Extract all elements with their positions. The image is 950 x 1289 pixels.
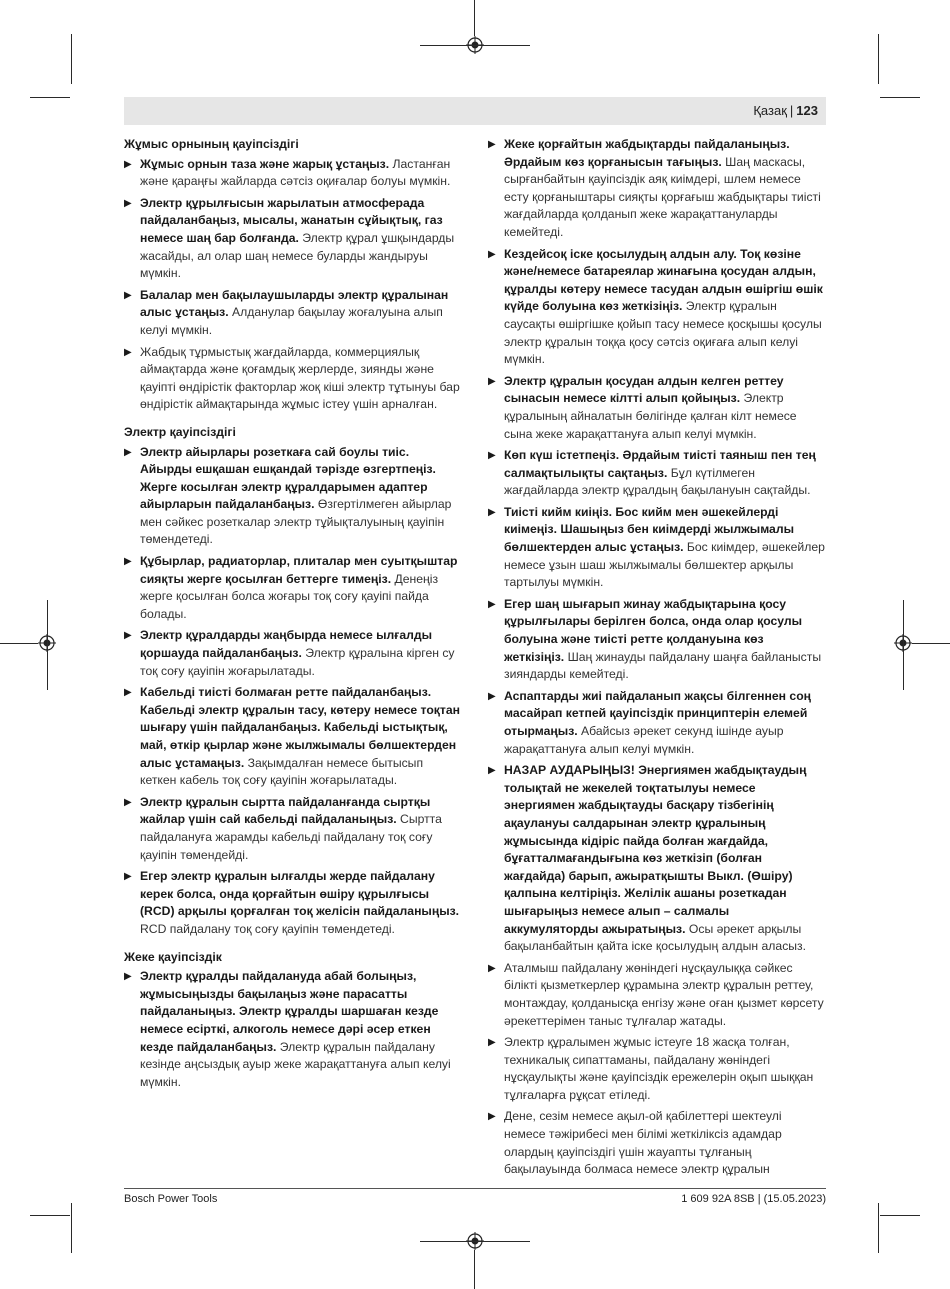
bullet-arrow-icon: ▶ [124,197,132,209]
bullet-arrow-icon: ▶ [488,450,496,462]
list-item [124,794,462,864]
section-title: Жұмыс орнының қауіпсіздігі [124,137,299,151]
list-item [124,553,462,623]
footer-publisher: Bosch Power Tools [124,1193,218,1205]
item-bold-text: Егер шаң шығарып жинау жабдықтарына қосу құрылғылары берілген болса, онда олар қосулы болуына және тиісті ретте қолдануына көз жеткізіңіз. [504,596,803,664]
item-text: Осы әрекет арқылы бақыланбайтын қайта іске қосылудың алдын аласыз. [504,921,807,954]
item-bold-text: Кабельді тиісті болмаған ретте пайдаланбаңыз. Кабельді электр құралын тасу, көтеру немесе тоқтан шығару үшін пайдаланбаңыз. Кабельді ыстықтық, май, өткір қырлар және жылжымалы бөлшектерден алыс ұстамаңыз. [140,685,461,770]
item-text: Электр құралымен жұмыс істеуге 18 жасқа толған, техникалық сипаттаманы, пайдалану жөніндегі нұсқаулықты және қауіпсіздік ережелерін оқып шыққан тұлғаларға рұқсат етіледі. [504,1035,814,1102]
list-item [124,444,462,550]
crop-mark-bottom-left-h [30,1215,70,1216]
item-bold-text: Жұмыс орнын таза және жарық ұстаңыз. [140,156,390,171]
item-bold-text: Тиісті кийм киіңіз. Бос кийм мен әшекейлерді киімеңіз. Шашыңыз бен киімдерді жылжымалы бөлшектерден алыс ұстаңыз. [504,504,794,555]
item-bold-text: НАЗАР АУДАРЫҢЫЗ! Энергиямен жабдықтаудың толықтай не жекелей тоқтатылуы немесе энергиямен жабдықтауды басқару тізбегінің ақаулануы салдарынан электр құралының жұмысында кідіріс пайда болған жағдайда, бұғатталмағандығына көз жеткізіп (болған жағдайда) барып, ажыратқышты Выкл. (Өшіру) қалпына келтіріңіз. Желілік ашаны розеткадан шығарыңыз немесе алып – салмалы аккумуляторды ажыратыңыз. [504,763,807,936]
crop-mark-bottom-left-v [71,1203,72,1253]
list-item [124,968,462,1091]
bullet-arrow-icon: ▶ [124,796,132,808]
item-bold-text: Кездейсоқ іске қосылудың алдын алу. Тоқ көзіне және/немесе батареялар жинағына қосудан алдын, құралды көтеру немесе тасудан алдын өшіргіш өшік күйде болуына көз жеткізіңіз. [504,246,823,314]
item-bold-text: Электр құралды пайдалануда абай болыңыз, жұмысыңызды бақылаңыз және парасатты пайдаланыңыз. Электр құралды шаршаған кезде немесе есірткі, алкоголь немесе дәрі әсер еткен кезде пайдаланбаңыз. [140,969,439,1054]
item-text: Бұл күтілмеген жағдайларда электр құралдың бақылануын сақтайды. [504,465,811,498]
item-text: Дене, сезім немесе ақыл-ой қабілеттері шектеулі немесе тәжірибесі мен білімі жеткіліксіз адамдар олардың қауіпсіздігі үшін жауапты тұлғаның бақылауында болмаса немесе электр құралын [504,1109,782,1177]
header-language: Қазақ [753,103,787,118]
list-item [488,136,826,242]
item-text: RCD пайдалану тоқ соғу қауіпін төмендетеді. [140,921,395,936]
reg-line-right-h [912,643,950,644]
bullet-arrow-icon: ▶ [124,971,132,983]
reg-line-top-v [474,0,475,36]
list-item [488,1108,826,1178]
item-text: Электр құралын пайдалану кезінде аңсыздық ауыр жеке жарақаттануға алып келуі мүмкін. [140,1039,451,1089]
item-text: Зақымдалған немесе бытысып кеткен кабель тоқ соғу қауіпін жоғарылатады. [140,755,424,788]
reg-line-right-v [903,600,904,690]
crop-mark-bottom-right-h [880,1215,920,1216]
list-item [488,504,826,592]
bullet-arrow-icon: ▶ [124,871,132,883]
list-item [488,373,826,443]
page-header [124,97,826,125]
crop-mark-bottom-right-v [878,1203,879,1253]
reg-line-top-h [420,45,530,46]
item-text: Электр құралына кірген су тоқ соғу қауіпін жоғарылатады. [140,646,455,678]
list-item [124,195,462,283]
item-bold-text: Электр құралдарды жаңбырда немесе ылғалды қоршауда пайдаланбаңыз. [140,628,433,661]
item-text: Жабдық тұрмыстық жағдайларда, коммерциялық аймақтарда және қоғамдық жерлерде, зиянды және қауіпті өндірістік факторлар жоқ кіші электр тұтынуы бар өндірістік аймақтарында жұмыс істеу үшін арналған. [140,344,460,412]
item-bold-text: Электр айырлары розеткаға сай боулы тиіс. Айырды ешқашан ешқандай тәрізде өзгертпеңіз. Жерге косылған электр құралдарымен адаптер айырларын пайдаланбаңыз. [140,444,436,512]
reg-line-bottom-v [474,1250,475,1289]
crop-mark-top-left-h [30,97,70,98]
item-bold-text: Балалар мен бақылаушыларды электр құралынан алыс ұстаңыз. [140,287,449,320]
list-item [124,344,462,414]
item-text: Шаң маскасы, сырғанбайтын қауіпсіздік аяқ киімдері, шлем немесе есту қорғаныштары сияқты қорғағыш жабдықтары тиісті жағдайларда қолданып жеке жарақаттануларды кемейтеді. [504,154,821,239]
list-item [488,960,826,1030]
reg-line-bottom-h [420,1241,530,1242]
page-number: 123 [796,103,818,118]
bullet-arrow-icon: ▶ [124,346,132,358]
left-column [124,136,462,1095]
section-title: Жеке қауіпсіздік [124,949,222,964]
reg-line-left-h [0,643,38,644]
bullet-arrow-icon: ▶ [124,158,132,170]
crop-mark-top-right-h [880,97,920,98]
bullet-arrow-icon: ▶ [488,962,496,974]
item-text: Электр құрал ұшқындарды жасайды, ал олар шаң немесе буларды жандыруы мүмкін. [140,230,455,281]
item-bold-text: Көп күш істетпеңіз. Әрдайым тиісті таяныш пен тең салмақтылықты сақтаңыз. [504,448,816,480]
item-text: Денеңіз жерге қосылған болса жоғары тоқ соғу қауіпі пайда болады. [140,571,439,621]
list-item [488,762,826,956]
bullet-arrow-icon: ▶ [124,289,132,301]
bullet-arrow-icon: ▶ [488,1037,496,1049]
reg-line-left-v [47,600,48,690]
item-text: Бос киімдер, әшекейлер немесе ұзын шаш жылжымалы бөлшектер арқылы тартылуы мүмкін. [504,540,825,590]
item-text: Ластанған және қараңғы жайларда сәтсіз оқиғалар болуы мүмкін. [140,156,451,189]
bullet-arrow-icon: ▶ [488,765,496,777]
item-text: Шаң жинауды пайдалану шаңға байланысты зияндарды кемейтеді. [504,649,822,682]
item-bold-text: Аспаптарды жиі пайдаланып жақсы білгеннен соң масайрап кетпей қауіпсіздік принциптерін елемей отырмаңыз. [504,688,812,738]
item-bold-text: Электр құралын сыртта пайдаланғанда сыртқы жайлар үшін сай кабельді пайдаланыңыз. [140,794,431,827]
header-separator: | [789,103,794,118]
bullet-arrow-icon: ▶ [488,506,496,518]
list-item [488,1034,826,1104]
list-item [124,627,462,680]
bullet-arrow-icon: ▶ [124,556,132,568]
list-item [124,287,462,340]
bullet-arrow-icon: ▶ [488,248,496,260]
item-bold-text: Құбырлар, радиаторлар, плиталар мен суытқыштар сияқты жерге қосылған беттерге тимеңіз. [140,554,458,586]
list-item [488,447,826,500]
item-text: Абайсыз әрекет секунд ішінде ауыр жарақаттануға алып келуі мүмкін. [504,724,784,756]
crop-mark-top-right-v [878,34,879,84]
item-bold-text: Электр құралын қосудан алдын келген реттеу сынасын немесе кілтті алып қойыңыз. [504,373,784,406]
list-item [124,156,462,191]
item-text: Электр құралының айналатын бөлігінде қалған кілт немесе сына жеке жарақаттануға алып келуі мүмкін. [504,391,797,441]
item-text: Аталмыш пайдалану жөніндегі нұсқаулыққа сәйкес білікті қызметкерлер құрамына электр құралын реттеу, монтаждау, қолданысқа енгізу және оған қызмет көрсету әрекеттерімен таныс тұлғалар жатады. [504,960,824,1028]
bullet-arrow-icon: ▶ [488,598,496,610]
crop-mark-top-left-v [71,34,72,84]
bullet-arrow-icon: ▶ [488,1111,496,1123]
right-column [488,136,826,1183]
item-text: Электр құралын саусақты өшіргішке қойып тасу немесе қосқышы қосулы электр құралын тоққа қосу сәтсіз оқиғаға алып келуі мүмкін. [504,299,822,367]
footer-rule [124,1188,826,1189]
bullet-arrow-icon: ▶ [488,375,496,387]
list-item [124,684,462,790]
list-item [488,688,826,758]
bullet-arrow-icon: ▶ [124,687,132,699]
header-label [753,103,818,118]
item-bold-text: Егер электр құралын ылғалды жерде пайдалану керек болса, онда қорғайтын өшіру құрылғысы (RCD) арқылы қорғалған тоқ желісін пайдаланыңыз. [140,869,460,919]
item-bold-text: Жеке қорғайтын жабдықтарды пайдаланыңыз. Әрдайым көз қорғанысын тағыңыз. [504,137,790,169]
bullet-arrow-icon: ▶ [488,139,496,150]
item-text: Сыртта пайдалануға жарамды кабельді пайдалану тоқ соғу қауіпін төмендейді. [140,812,442,862]
bullet-arrow-icon: ▶ [124,446,132,458]
footer-doc-id: 1 609 92A 8SB | (15.05.2023) [681,1193,826,1205]
bullet-arrow-icon: ▶ [124,630,132,642]
list-item [124,868,462,938]
item-text: Өзгертілмеген айырлар мен сәйкес розеткалар электр тұйықталуының қауіпін төмендетеді. [140,497,452,547]
item-text: Алданулар бақылау жоғалуына алып келуі мүмкін. [140,305,443,337]
list-item [488,596,826,684]
list-item [488,246,826,369]
section-title: Электр қауіпсіздігі [124,424,236,439]
item-bold-text: Электр құрылғысын жарылатын атмосферада пайдаланбаңыз, мысалы, жанатын сұйықтық, газ немесе шаң бар болғанда. [140,195,443,245]
bullet-arrow-icon: ▶ [488,690,496,702]
